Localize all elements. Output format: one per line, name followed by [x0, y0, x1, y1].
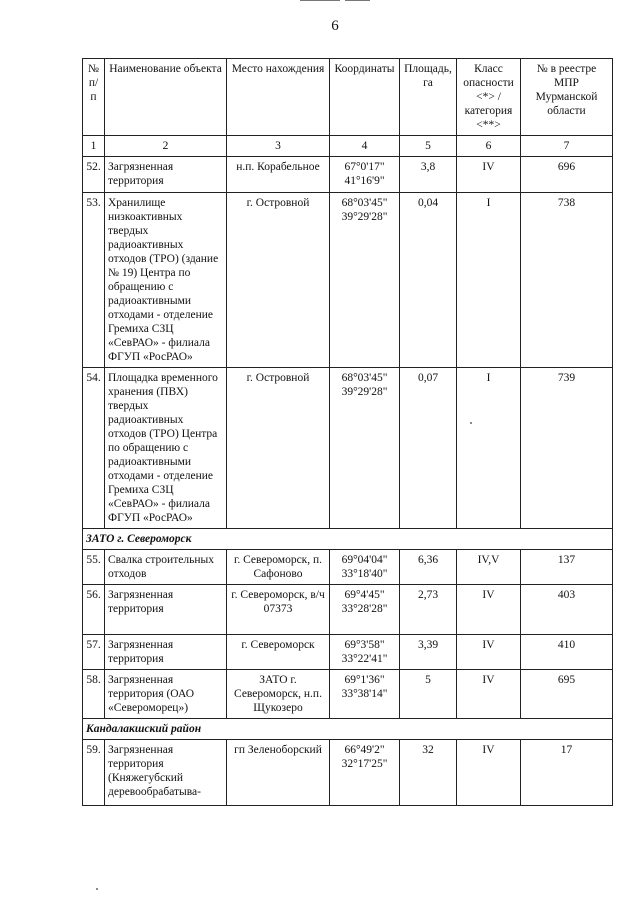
row-number: 58.: [83, 670, 105, 719]
table-row: [83, 740, 613, 806]
coord-lon: 33°18'40": [341, 568, 388, 580]
coord-lat: 69°4'45": [344, 589, 385, 601]
object-area: 6,36: [400, 550, 457, 585]
object-coordinates: [330, 368, 400, 529]
object-area: 0,07: [400, 368, 457, 529]
object-location: г. Североморск, в/ч 07373: [227, 585, 330, 635]
object-name: Свалка строительных отходов: [105, 550, 227, 585]
coord-lat: 69°3'58": [344, 639, 385, 651]
scan-speck: [470, 422, 472, 424]
row-number: 54.: [83, 368, 105, 529]
object-location: г. Североморск, п. Сафоново: [227, 550, 330, 585]
object-area: 2,73: [400, 585, 457, 635]
object-registry-number: 695: [521, 670, 613, 719]
object-area: 32: [400, 740, 457, 806]
object-coordinates: [330, 193, 400, 368]
object-hazard-class: I: [457, 193, 521, 368]
column-number: 4: [330, 136, 400, 157]
row-number: 57.: [83, 635, 105, 670]
coord-lat: 68°03'45": [341, 372, 388, 384]
scan-speck: [96, 888, 98, 890]
object-hazard-class: I: [457, 368, 521, 529]
object-registry-number: 739: [521, 368, 613, 529]
scan-mark-right: [345, 0, 370, 1]
coord-lon: 39°29'28": [341, 211, 388, 223]
table-row: [83, 193, 613, 368]
row-number: 52.: [83, 157, 105, 193]
object-location: н.п. Корабельное: [227, 157, 330, 193]
row-number: 53.: [83, 193, 105, 368]
object-registry-number: 738: [521, 193, 613, 368]
object-hazard-class: IV,V: [457, 550, 521, 585]
object-coordinates: [330, 670, 400, 719]
coord-lon: 32°17'25": [341, 758, 388, 770]
table-row: [83, 550, 613, 585]
table-row: [83, 670, 613, 719]
coord-lat: 69°04'04": [341, 554, 388, 566]
table-row: [83, 157, 613, 193]
object-name: Загрязненная территория (Княжегубский деревообрабатыва-: [105, 740, 227, 806]
section-title: Кандалакшский район: [83, 719, 613, 740]
coord-lat: 68°03'45": [341, 197, 388, 209]
object-registry-number: 17: [521, 740, 613, 806]
column-number: 7: [521, 136, 613, 157]
table-row: [83, 635, 613, 670]
object-registry-number: 403: [521, 585, 613, 635]
object-registry-number: 137: [521, 550, 613, 585]
section-row: [83, 719, 613, 740]
row-number: 59.: [83, 740, 105, 806]
header-class: Класс опасности <*> / категория <**>: [457, 59, 521, 136]
table-row: [83, 585, 613, 635]
object-name: Загрязненная территория: [105, 157, 227, 193]
object-location: г. Островной: [227, 368, 330, 529]
coord-lon: 33°22'41": [341, 653, 388, 665]
object-area: 0,04: [400, 193, 457, 368]
object-location: гп Зеленоборский: [227, 740, 330, 806]
object-name: Загрязненная территория: [105, 585, 227, 635]
coord-lat: 67°0'17": [344, 161, 385, 173]
row-number: 55.: [83, 550, 105, 585]
scan-mark-left: [300, 0, 340, 1]
section-title: ЗАТО г. Североморск: [83, 529, 613, 550]
page-number: 6: [331, 18, 339, 34]
row-number: 56.: [83, 585, 105, 635]
coord-lon: 41°16'9": [344, 175, 385, 187]
object-hazard-class: IV: [457, 585, 521, 635]
object-area: 3,39: [400, 635, 457, 670]
object-registry-number: 696: [521, 157, 613, 193]
column-number: 5: [400, 136, 457, 157]
object-hazard-class: IV: [457, 670, 521, 719]
coord-lon: 39°29'28": [341, 386, 388, 398]
object-hazard-class: IV: [457, 740, 521, 806]
object-name: Загрязненная территория (ОАО «Североморец»): [105, 670, 227, 719]
object-coordinates: [330, 740, 400, 806]
object-area: 3,8: [400, 157, 457, 193]
header-row: [83, 59, 613, 136]
coord-lat: 69°1'36": [344, 674, 385, 686]
object-coordinates: [330, 635, 400, 670]
object-location: г. Островной: [227, 193, 330, 368]
object-name: Площадка временного хранения (ПВХ) твердых радиоактивных отходов (ТРО) Центра по обращению с радиоактивными отходами - отделение Гремиха СЗЦ «СевРАО» - филиала ФГУП «РосРАО»: [105, 368, 227, 529]
coord-lon: 33°28'28": [341, 603, 388, 615]
object-name: Загрязненная территория: [105, 635, 227, 670]
column-number: 2: [105, 136, 227, 157]
header-area: Площадь, га: [400, 59, 457, 136]
object-coordinates: [330, 157, 400, 193]
column-number: 3: [227, 136, 330, 157]
header-place: Место нахождения: [227, 59, 330, 136]
header-name: Наименование объекта: [105, 59, 227, 136]
object-hazard-class: IV: [457, 635, 521, 670]
object-coordinates: [330, 585, 400, 635]
object-name: Хранилище низкоактивных твердых радиоактивных отходов (ТРО) (здание № 19) Центра по обращению с радиоактивными отходами - отделение Гремиха СЗЦ «СевРАО» - филиала ФГУП «РосРАО»: [105, 193, 227, 368]
object-hazard-class: IV: [457, 157, 521, 193]
header-registry: № в реестре МПР Мурманской области: [521, 59, 613, 136]
header-coords: Координаты: [330, 59, 400, 136]
object-area: 5: [400, 670, 457, 719]
column-number: 6: [457, 136, 521, 157]
registry-table: [82, 58, 613, 806]
column-number: 1: [83, 136, 105, 157]
object-coordinates: [330, 550, 400, 585]
coord-lon: 33°38'14": [341, 688, 388, 700]
section-row: [83, 529, 613, 550]
table-row: [83, 368, 613, 529]
coord-lat: 66°49'2": [344, 744, 385, 756]
header-num: № п/п: [83, 59, 105, 136]
object-location: г. Североморск: [227, 635, 330, 670]
column-number-row: [83, 136, 613, 157]
object-location: ЗАТО г. Североморск, н.п. Щукозеро: [227, 670, 330, 719]
object-registry-number: 410: [521, 635, 613, 670]
